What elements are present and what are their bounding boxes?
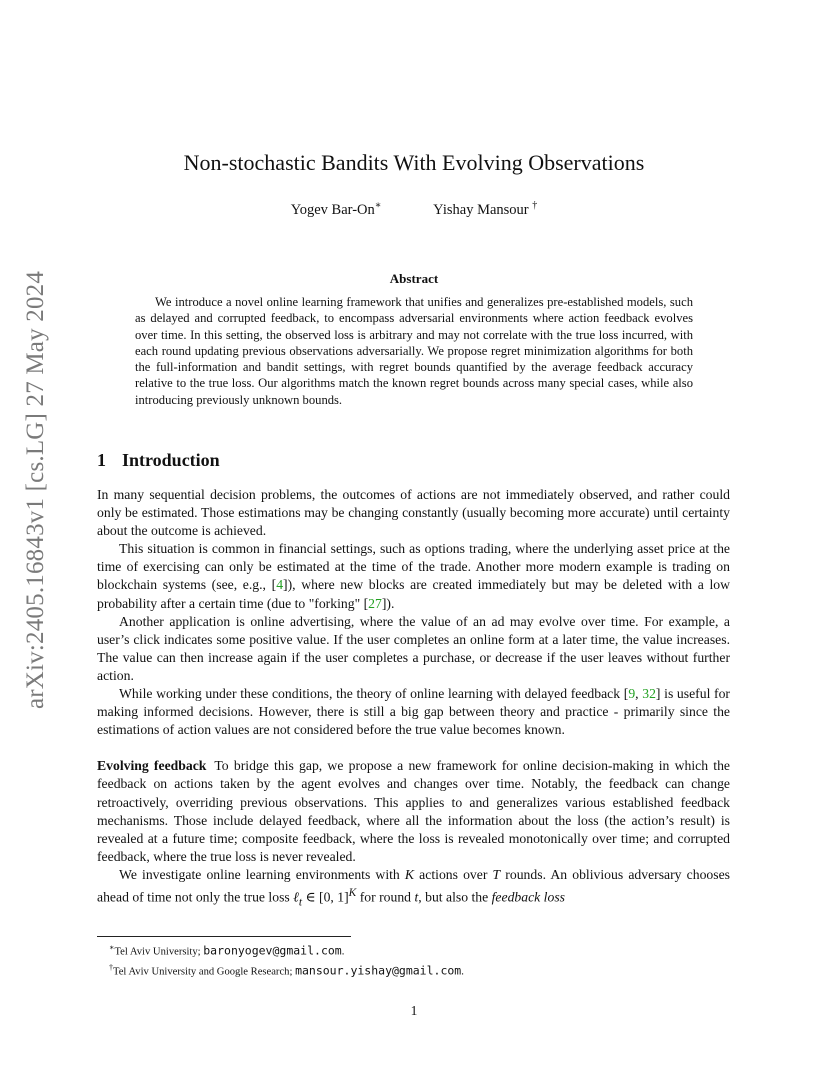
citation-link-27[interactable]: 27	[368, 595, 382, 611]
page-number: 1	[410, 1003, 418, 1018]
paragraph-6-text-c: rounds. An oblivious adversary chooses ahead of time not only the true loss	[97, 866, 730, 905]
footnote-1-email[interactable]: baronyogev@gmail.com	[203, 943, 342, 958]
author-2-mark: †	[532, 200, 538, 211]
footnote-rule	[97, 936, 351, 937]
paragraph-1: In many sequential decision problems, the outcomes of actions are not immediately observed, and rather could only be estimated. Those estimations may be changing constantly (usually becoming more accurate) until certainty about the outcome is achieved.	[97, 487, 730, 539]
paragraph-2	[97, 540, 730, 612]
footnote-2-text: Tel Aviv University and Google Research;	[113, 966, 296, 978]
arxiv-identifier-stamp	[20, 250, 52, 730]
abstract-text: We introduce a novel online learning framework that unifies and generalizes pre-established models, such as delayed and corrupted feedback, to encompass adversarial environments where action feedback evolves over time. In this setting, the observed loss is arbitrary and may not correlate with the true loss incurred, with each round updating previous observations adversarially. We propose regret minimization algorithms for both the full-information and bandit settings, with regret bounds quantified by the average feedback accuracy relative to the true loss. Our algorithms match the known regret bounds across many special cases, while also introducing previously unknown bounds.	[135, 295, 693, 407]
citation-link-32[interactable]: 32	[642, 686, 656, 702]
section-title: Introduction	[122, 450, 220, 470]
arxiv-identifier-text: arXiv:2405.16843v1 [cs.LG] 27 May 2024	[22, 270, 49, 710]
paragraph-5-text: To bridge this gap, we propose a new framework for online decision-making in which the feedback on actions taken by the agent evolves and changes over time. Notably, the feedback can change retroactively, overriding previous observations. This applies to and generalizes various established feedback mechanisms. Those include delayed feedback, where all the information about the loss (the action’s result) is revealed at a future time; composite feedback, where the loss is revealed monotonically over time; and corrupted feedback, where the true loss is never revealed.	[97, 758, 730, 864]
paragraph-5	[97, 757, 730, 866]
paragraph-4-text-a: While working under these conditions, the theory of online learning with delayed feedback [	[119, 686, 629, 702]
paper-title: Non-stochastic Bandits With Evolving Observations	[183, 150, 645, 175]
author-1	[291, 200, 382, 219]
math-interval: ∈ [0, 1]	[302, 889, 349, 905]
paragraph-3: Another application is online advertising, where the value of an ad may evolve over time. For example, a user’s click indicates some positive value. If the user completes an online form at a later time, the value increases. The value can then increase again if the user completes a purchase, or decrease if the user leaves without further action.	[97, 613, 730, 683]
author-1-name: Yogev Bar-On	[290, 201, 375, 218]
paragraph-6-text-a: We investigate online learning environments with	[119, 866, 405, 882]
math-sub-t: t	[298, 896, 303, 909]
footnote-2-email[interactable]: mansour.yishay@gmail.com	[295, 963, 462, 978]
paragraph-6-text-e: , but also the	[418, 889, 492, 905]
paragraph-6-text-b: actions over	[414, 866, 493, 882]
footnote-1-mark: ∗	[109, 943, 115, 952]
footnote-2-end: .	[461, 966, 464, 978]
paragraph-6-text-d: for round	[356, 889, 415, 905]
paragraph-2-text-c: ]).	[381, 595, 395, 611]
math-K: K	[404, 866, 415, 882]
math-T: T	[492, 866, 501, 882]
footnote-2	[97, 960, 737, 980]
paragraph-2-text-a: This situation is common in financial settings, such as options trading, where the underlying asset price at the time of exercising can only be estimated at the time of the trade. Another more modern example is trading on blockchain systems (see, e.g., [	[97, 541, 730, 593]
author-2	[433, 200, 537, 219]
footnotes	[97, 940, 737, 979]
paragraph-4-text-b: ] is useful for making informed decisions. However, there is still a big gap between theory and practice - primarily since the estimations of action values are not considered before the true value becomes known.	[97, 686, 730, 738]
emphasis-feedback-loss: feedback loss	[491, 889, 565, 905]
citation-link-4[interactable]: 4	[276, 577, 284, 593]
section-number: 1	[97, 450, 106, 470]
paragraph-2-text-b: ]), where new blocks are created immediately but may be deleted with a low probability after a certain time (due to "forking" [	[97, 577, 730, 611]
body-text	[97, 486, 730, 911]
math-loss: ℓ	[293, 889, 299, 905]
footnote-1	[97, 940, 737, 960]
section-heading	[97, 450, 220, 471]
abstract-heading: Abstract	[389, 271, 439, 286]
author-2-name: Yishay Mansour	[433, 201, 529, 218]
math-sup-K: K	[348, 886, 357, 899]
citation-link-9[interactable]: 9	[628, 686, 636, 702]
author-1-mark: ∗	[374, 200, 382, 211]
footnote-1-text: Tel Aviv University;	[114, 946, 204, 958]
author-list	[0, 200, 828, 219]
footnote-2-mark: †	[109, 962, 113, 972]
math-t: t	[414, 889, 419, 905]
citation-separator: ,	[635, 686, 643, 702]
footnote-1-end: .	[341, 946, 345, 958]
runin-heading-evolving-feedback: Evolving feedback	[97, 758, 207, 774]
paragraph-6	[97, 866, 730, 911]
paragraph-4	[97, 685, 730, 739]
